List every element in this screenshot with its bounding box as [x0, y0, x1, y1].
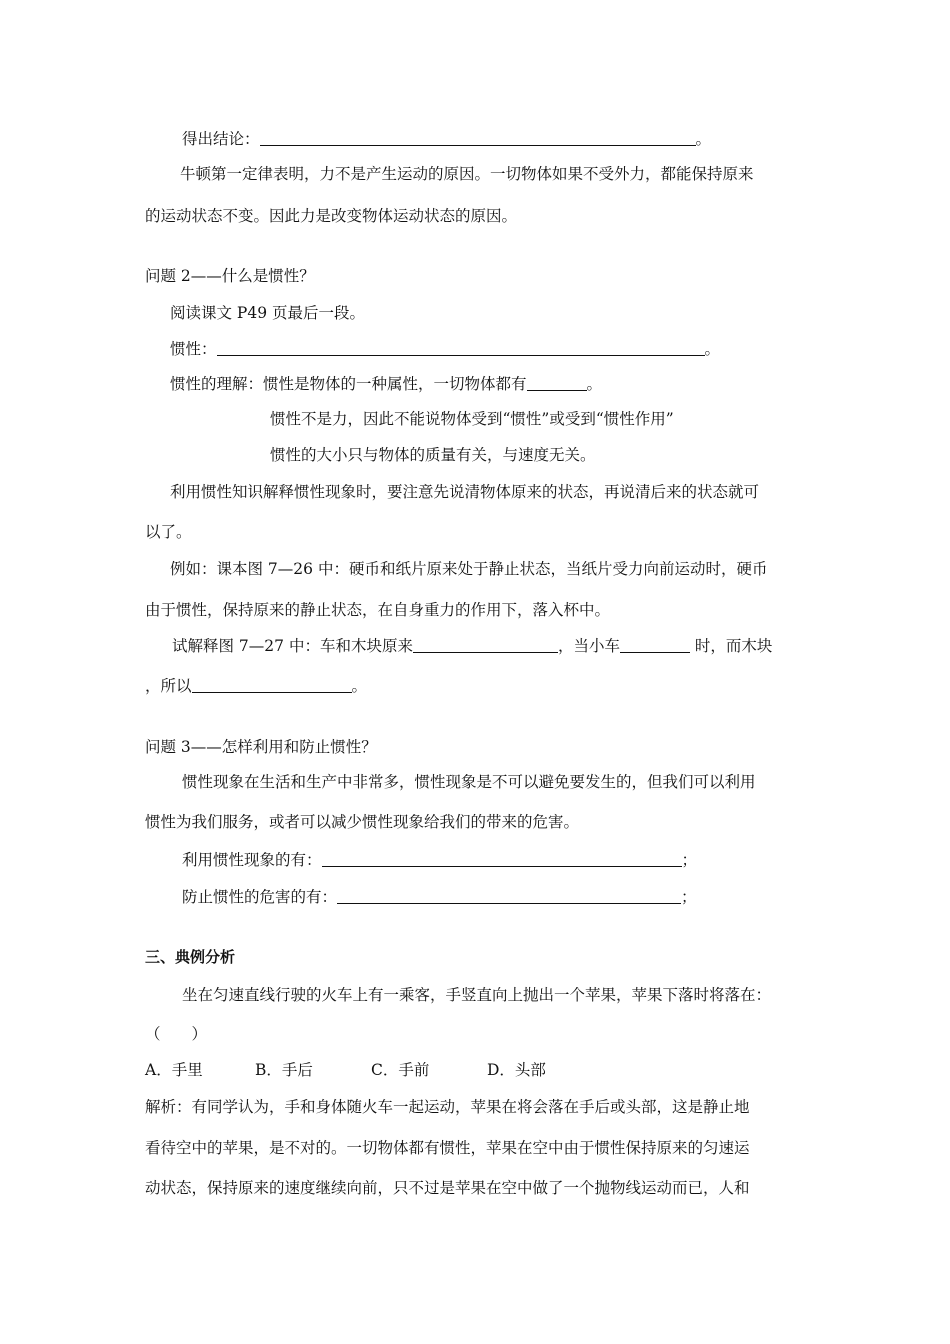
- example-question: 坐在匀速直线行驶的火车上有一乘客，手竖直向上抛出一个苹果，苹果下落时将落在：: [182, 986, 772, 1004]
- inertia-definition-line: 惯性： 。: [170, 340, 721, 358]
- newton-paragraph-line-1: 牛顿第一定律表明，力不是产生运动的原因。一切物体如果不受外力，都能保持原来: [180, 165, 754, 183]
- section-3-title: 三、典例分析: [145, 948, 236, 966]
- question-3-paragraph-line-1: 惯性现象在生活和生产中非常多，惯性现象是不可以避免要发生的，但我们可以利用: [182, 773, 756, 791]
- question-2-title: 问题 2——什么是惯性？: [145, 267, 315, 285]
- inertia-understanding-line: 惯性的理解：惯性是物体的一种属性，一切物体都有 。: [170, 375, 603, 393]
- inertia-not-force-line: 惯性不是力，因此不能说物体受到“惯性”或受到“惯性作用”: [270, 410, 674, 428]
- analysis-line-1: 解析：有同学认为，手和身体随火车一起运动，苹果在将会落在手后或头部，这是静止地: [145, 1098, 750, 1116]
- cart-state-blank[interactable]: [620, 638, 690, 653]
- analysis-line-2: 看待空中的苹果，是不对的。一切物体都有惯性，苹果在空中由于惯性保持原来的匀速运: [145, 1139, 750, 1157]
- use-inertia-blank[interactable]: [322, 852, 682, 867]
- option-c[interactable]: C．手前: [371, 1061, 430, 1079]
- option-b[interactable]: B．手后: [255, 1061, 313, 1079]
- example-line-1: 例如：课本图 7—26 中：硬币和纸片原来处于静止状态，当纸片受力向前运动时，硬币: [170, 560, 768, 578]
- option-a[interactable]: A．手里: [145, 1061, 203, 1079]
- conclusion-blank[interactable]: [260, 131, 696, 146]
- inertia-label: 惯性：: [170, 340, 217, 358]
- option-d[interactable]: D．头部: [487, 1061, 546, 1079]
- exercise-line-1: 试解释图 7—27 中：车和木块原来 ，当小车 时，而木块: [172, 637, 773, 655]
- exercise-line-2: ，所以 。: [145, 677, 368, 695]
- reading-instruction: 阅读课文 P49 页最后一段。: [170, 304, 366, 322]
- conclusion-line: 得出结论： 。: [182, 130, 712, 148]
- reason-blank[interactable]: [192, 678, 352, 693]
- prevent-inertia-line: 防止惯性的危害的有： ；: [182, 888, 697, 906]
- analysis-line-3: 动状态，保持原来的速度继续向前，只不过是苹果在空中做了一个抛物线运动而已，人和: [145, 1179, 750, 1197]
- inertia-blank[interactable]: [217, 341, 705, 356]
- example-answer-parenthesis: （ ）: [145, 1025, 208, 1043]
- newton-paragraph-line-2: 的运动状态不变。因此力是改变物体运动状态的原因。: [145, 207, 518, 225]
- question-3-title: 问题 3——怎样利用和防止惯性？: [145, 738, 377, 756]
- explain-paragraph-line-2: 以了。: [145, 523, 192, 541]
- question-3-paragraph-line-2: 惯性为我们服务，或者可以减少惯性现象给我们的带来的危害。: [145, 813, 580, 831]
- example-line-2: 由于惯性，保持原来的静止状态，在自身重力的作用下，落入杯中。: [145, 601, 611, 619]
- inertia-all-objects-blank[interactable]: [527, 376, 587, 391]
- prevent-inertia-blank[interactable]: [337, 889, 681, 904]
- use-inertia-line: 利用惯性现象的有： ；: [182, 851, 698, 869]
- inertia-mass-line: 惯性的大小只与物体的质量有关，与速度无关。: [270, 446, 596, 464]
- conclusion-label: 得出结论：: [182, 130, 260, 148]
- explain-paragraph-line-1: 利用惯性知识解释惯性现象时，要注意先说清物体原来的状态，再说清后来的状态就可: [170, 483, 760, 501]
- original-state-blank[interactable]: [413, 638, 558, 653]
